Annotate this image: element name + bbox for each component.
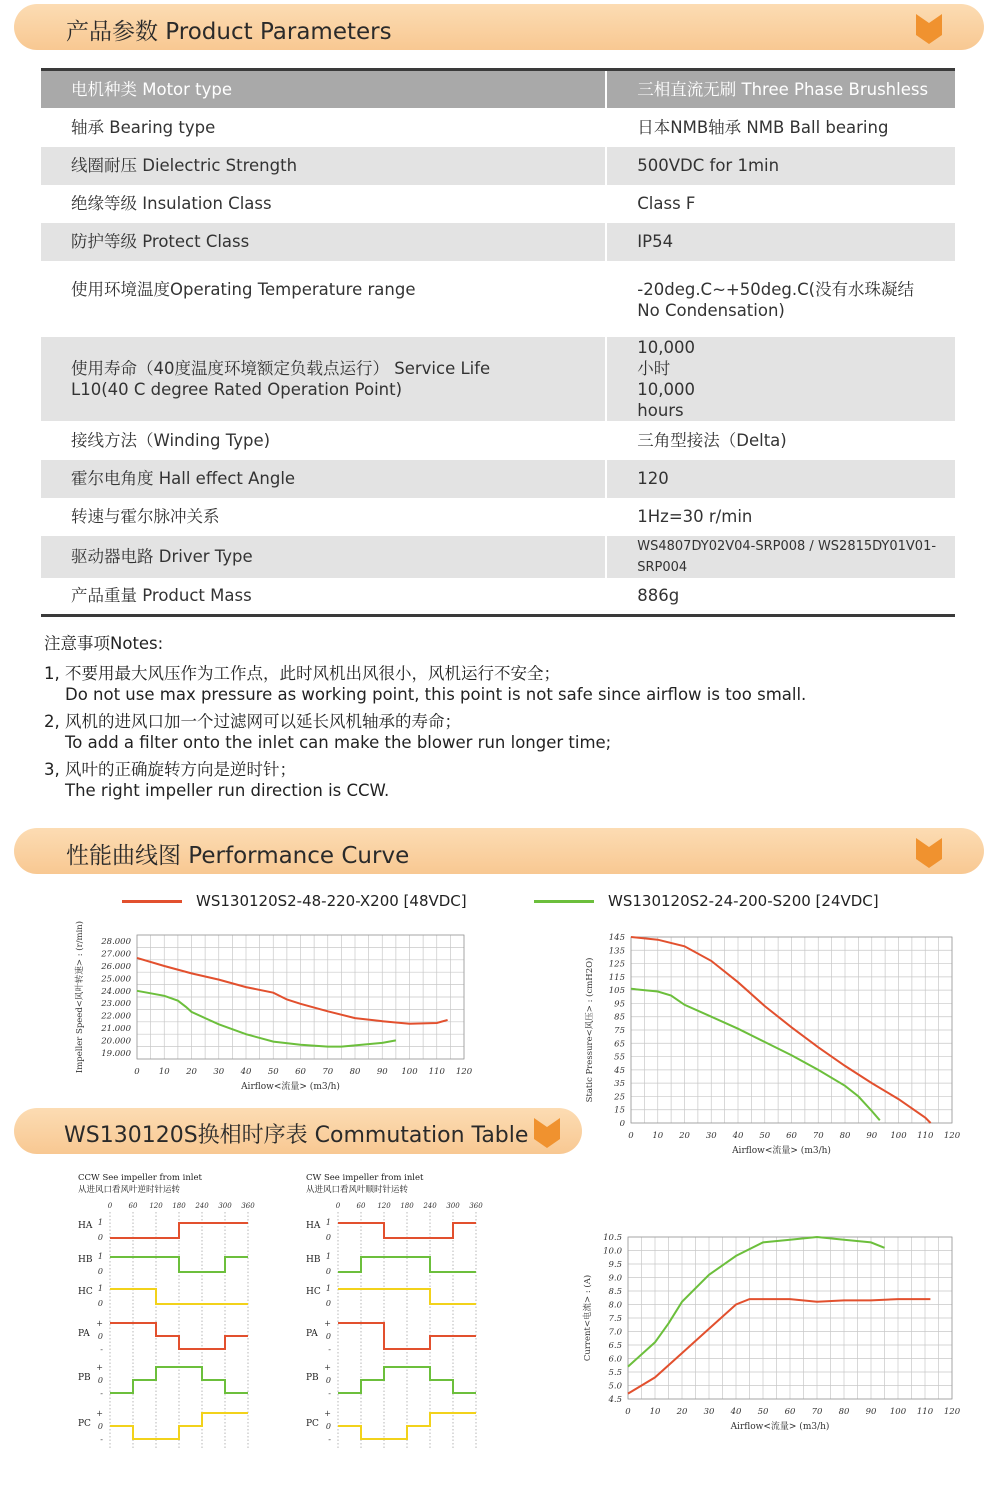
y-tick-label: 21.000 [101, 1024, 131, 1034]
row-label: 使用寿命（40度温度环境额定负载点运行） Service Life L10(40 C degree Rated Operation Point) [41, 337, 606, 421]
header-value: 三相直流无刷 Three Phase Brushless [606, 70, 955, 108]
x-tick-label: 110 [916, 1407, 934, 1417]
parameters-table [41, 68, 955, 617]
y-tick-label: 28.000 [101, 937, 131, 948]
angle-label: 300 [218, 1202, 232, 1210]
level-label: + [324, 1363, 331, 1372]
x-tick-label: 0 [625, 1407, 631, 1417]
x-tick-label: 80 [839, 1131, 851, 1141]
level-label: 0 [325, 1233, 331, 1242]
table-row [41, 108, 955, 147]
y-tick-label: 6.5 [608, 1341, 622, 1351]
level-label: + [96, 1319, 103, 1328]
x-tick-label: 60 [784, 1407, 796, 1417]
section-title: 性能曲线图 Performance Curve [66, 843, 410, 869]
level-label: 0 [97, 1299, 103, 1308]
notes-title: 注意事项Notes: [44, 634, 164, 653]
signal-label: HC [306, 1287, 321, 1297]
x-tick-label: 50 [759, 1131, 771, 1141]
level-label: 0 [97, 1267, 103, 1276]
legend-swatch [534, 900, 594, 903]
level-label: 0 [97, 1233, 103, 1242]
x-tick-label: 100 [889, 1407, 907, 1417]
row-label: 驱动器电路 Driver Type [41, 536, 606, 578]
note-cn: 风叶的正确旋转方向是逆时针； [65, 760, 296, 779]
signal-label: PA [78, 1329, 90, 1339]
row-value: 日本NMB轴承 NMB Ball bearing [637, 117, 889, 137]
signal-label: HA [78, 1221, 93, 1231]
commutation-diagram-ccw [70, 1168, 285, 1458]
row-label: 霍尔电角度 Hall effect Angle [41, 460, 606, 498]
x-tick-label: 90 [865, 1407, 877, 1417]
legend-label: WS130120S2-48-220-X200 [48VDC] [196, 892, 467, 910]
y-tick-label: 25 [614, 1092, 625, 1103]
angle-label: 60 [128, 1202, 138, 1210]
angle-label: 180 [400, 1202, 414, 1210]
row-label: 接线方法（Winding Type) [41, 421, 606, 460]
note-item [44, 756, 806, 800]
legend-swatch [122, 900, 182, 903]
y-tick-label: 6.0 [608, 1354, 622, 1365]
row-label: 绝缘等级 Insulation Class [41, 185, 606, 223]
x-tick-label: 20 [186, 1067, 197, 1077]
level-label: - [328, 1435, 331, 1444]
x-tick-label: 10 [158, 1067, 170, 1077]
level-label: + [324, 1409, 331, 1418]
y-tick-label: 145 [608, 933, 625, 943]
row-label: 线圈耐压 Dielectric Strength [41, 147, 606, 185]
table-row [41, 578, 955, 616]
signal-label: PC [78, 1419, 91, 1429]
x-tick-label: 90 [866, 1131, 878, 1141]
level-label: 0 [97, 1422, 103, 1431]
y-tick-label: 135 [608, 946, 625, 957]
row-value: 500VDC for 1min [606, 147, 955, 185]
table-row [41, 185, 955, 223]
level-label: 0 [325, 1332, 331, 1341]
row-value: WS4807DY02V04-SRP008 / WS2815DY01V01-SRP004 [606, 536, 955, 578]
y-tick-label: 0 [619, 1119, 625, 1129]
header-label: 电机种类 Motor type [41, 70, 606, 108]
y-tick-label: 85 [614, 1012, 625, 1023]
row-label: 使用环境温度Operating Temperature range [41, 261, 606, 337]
y-tick-label: 95 [614, 999, 625, 1010]
notes-section [44, 630, 806, 800]
table-row [41, 536, 955, 578]
y-tick-label: 22.000 [101, 1011, 131, 1022]
x-tick-label: 70 [812, 1131, 824, 1141]
x-tick-label: 30 [705, 1131, 717, 1141]
legend-item-24vdc [534, 892, 879, 910]
x-tick-label: 80 [838, 1407, 850, 1417]
level-label: 0 [325, 1376, 331, 1385]
level-label: - [328, 1345, 331, 1354]
y-tick-label: 23.000 [101, 999, 131, 1010]
signal-label: PB [78, 1373, 91, 1383]
x-tick-label: 30 [213, 1067, 225, 1077]
y-tick-label: 125 [608, 959, 625, 970]
y-tick-label: 24.000 [101, 986, 131, 997]
level-label: 0 [325, 1299, 331, 1308]
y-tick-label: 10.5 [603, 1233, 622, 1243]
row-value: 10,000小时 10,000 hours [606, 337, 955, 421]
waveform [338, 1413, 476, 1439]
x-tick-label: 20 [676, 1407, 688, 1417]
x-tick-label: 80 [349, 1067, 361, 1077]
signal-label: HC [78, 1287, 93, 1297]
chart-pressure-vs-airflow [578, 925, 978, 1170]
level-label: + [324, 1319, 331, 1328]
y-tick-label: 9.5 [608, 1260, 622, 1270]
table-row [41, 421, 955, 460]
angle-label: 60 [356, 1202, 366, 1210]
note-number: 1, [44, 664, 60, 683]
y-tick-label: 45 [614, 1065, 625, 1076]
y-axis-label: Impeller Speed<风叶转速> : (r/min) [75, 920, 85, 1074]
x-tick-label: 60 [295, 1067, 306, 1077]
y-tick-label: 35 [614, 1079, 625, 1090]
x-tick-label: 40 [730, 1407, 742, 1417]
note-en: The right impeller run direction is CCW. [65, 781, 390, 800]
note-cn: 不要用最大风压作为工作点，此时风机出风很小，风机运行不安全； [65, 664, 560, 683]
signal-label: HA [306, 1221, 321, 1231]
y-tick-label: 7.0 [608, 1327, 622, 1338]
y-tick-label: 26.000 [101, 962, 131, 972]
y-tick-label: 105 [608, 986, 625, 997]
note-item [44, 708, 806, 752]
waveform [110, 1223, 248, 1238]
chart-current-vs-airflow [578, 1225, 978, 1447]
level-label: - [100, 1345, 103, 1354]
y-tick-label: 19.000 [101, 1048, 131, 1059]
y-tick-label: 8.0 [608, 1300, 622, 1311]
row-value: Class F [637, 194, 696, 213]
angle-label: 120 [149, 1202, 163, 1210]
x-tick-label: 110 [428, 1067, 445, 1077]
angle-label: 360 [241, 1202, 255, 1210]
y-tick-label: 7.5 [608, 1314, 622, 1324]
level-label: 0 [97, 1376, 103, 1385]
angle-label: 360 [469, 1202, 483, 1210]
level-label: - [328, 1389, 331, 1398]
table-row [41, 261, 955, 337]
angle-label: 0 [335, 1202, 341, 1210]
diagram-caption-cn: 从进风口看风叶逆时针运转 [78, 1185, 181, 1195]
x-tick-label: 10 [652, 1131, 664, 1141]
note-en: To add a filter onto the inlet can make the blower run longer time; [65, 733, 612, 752]
table-row [41, 147, 955, 185]
chart-speed-vs-airflow [60, 915, 480, 1100]
commutation-diagram-cw [298, 1168, 513, 1458]
row-label: 产品重量 Product Mass [41, 578, 606, 616]
level-label: 1 [325, 1284, 331, 1293]
angle-label: 0 [107, 1202, 113, 1210]
y-tick-label: 20.000 [101, 1036, 131, 1047]
x-tick-label: 50 [757, 1407, 769, 1417]
x-axis-label: Airflow<流量> (m3/h) [732, 1146, 831, 1156]
y-tick-label: 15 [614, 1105, 625, 1116]
signal-label: PC [306, 1419, 319, 1429]
x-tick-label: 0 [628, 1131, 634, 1141]
table-row [41, 498, 955, 536]
level-label: - [100, 1389, 103, 1398]
y-tick-label: 55 [614, 1052, 625, 1063]
chevron-down-icon [534, 1118, 560, 1148]
x-tick-label: 120 [943, 1407, 961, 1417]
y-tick-label: 5.0 [608, 1381, 622, 1392]
level-label: 1 [325, 1252, 331, 1261]
level-label: - [100, 1435, 103, 1444]
y-tick-label: 4.5 [608, 1395, 622, 1405]
signal-label: PB [306, 1373, 319, 1383]
chevron-down-icon [916, 14, 942, 44]
level-label: 1 [97, 1218, 103, 1227]
section-title: 产品参数 Product Parameters [66, 19, 392, 45]
x-tick-label: 60 [786, 1131, 797, 1141]
y-axis-label: Static Pressure<风压> : (cmH2O) [585, 957, 595, 1103]
x-tick-label: 110 [917, 1131, 934, 1141]
x-tick-label: 100 [890, 1131, 907, 1141]
angle-label: 300 [446, 1202, 460, 1210]
x-axis-label: Airflow<流量> (m3/h) [730, 1422, 830, 1432]
y-tick-label: 27.000 [101, 949, 131, 960]
waveform [110, 1323, 248, 1349]
diagram-caption-en: CCW See impeller from inlet [78, 1173, 202, 1183]
x-tick-label: 120 [943, 1131, 961, 1141]
section-banner-performance-curve [14, 828, 984, 874]
level-label: 1 [97, 1284, 103, 1293]
legend-label: WS130120S2-24-200-S200 [24VDC] [608, 892, 879, 910]
angle-label: 240 [423, 1202, 437, 1210]
chevron-down-icon [916, 838, 942, 868]
y-tick-label: 75 [614, 1026, 625, 1036]
x-tick-label: 10 [649, 1407, 661, 1417]
y-tick-label: 65 [614, 1039, 625, 1050]
x-tick-label: 50 [267, 1067, 279, 1077]
table-header-row [41, 70, 955, 108]
diagram-caption-en: CW See impeller from inlet [306, 1173, 424, 1183]
table-row [41, 223, 955, 261]
level-label: + [96, 1409, 103, 1418]
section-banner-product-parameters [14, 4, 984, 50]
series-line-24vdc [628, 1237, 885, 1367]
level-label: + [96, 1363, 103, 1372]
x-tick-label: 40 [240, 1067, 252, 1077]
x-tick-label: 40 [732, 1131, 744, 1141]
row-value: -20deg.C~+50deg.C(没有水珠凝结No Condensation) [637, 279, 915, 320]
x-tick-label: 70 [811, 1407, 823, 1417]
table-row [41, 460, 955, 498]
note-number: 3, [44, 760, 60, 779]
table-row [41, 337, 955, 421]
x-tick-label: 100 [401, 1067, 418, 1077]
series-line-48vdc [628, 1299, 930, 1394]
legend-item-48vdc [122, 892, 467, 910]
y-tick-label: 10.0 [603, 1246, 622, 1257]
note-cn: 风机的进风口加一个过滤网可以延长风机轴承的寿命； [65, 712, 461, 731]
y-tick-label: 25.000 [101, 974, 131, 985]
angle-label: 180 [172, 1202, 186, 1210]
y-tick-label: 5.5 [608, 1368, 622, 1378]
y-axis-label: Current<电流> : (A) [583, 1274, 593, 1362]
row-label: 防护等级 Protect Class [41, 223, 606, 261]
level-label: 1 [97, 1252, 103, 1261]
row-value: IP54 [606, 223, 955, 261]
x-tick-label: 20 [679, 1131, 690, 1141]
section-title: WS130120S换相时序表 Commutation Table [64, 1123, 529, 1148]
level-label: 0 [97, 1332, 103, 1341]
note-number: 2, [44, 712, 60, 731]
row-value: 120 [606, 460, 955, 498]
signal-label: HB [78, 1255, 93, 1265]
waveform [110, 1413, 248, 1439]
note-item [44, 660, 806, 704]
level-label: 1 [325, 1218, 331, 1227]
level-label: 0 [325, 1422, 331, 1431]
diagram-caption-cn: 从进风口看风叶顺时针运转 [306, 1185, 409, 1195]
x-tick-label: 70 [322, 1067, 334, 1077]
signal-label: PA [306, 1329, 318, 1339]
series-line-24vdc [631, 989, 880, 1121]
x-tick-label: 30 [703, 1407, 715, 1417]
angle-label: 240 [195, 1202, 209, 1210]
y-tick-label: 115 [608, 972, 625, 983]
y-tick-label: 9.0 [608, 1273, 622, 1284]
x-tick-label: 90 [376, 1067, 388, 1077]
signal-label: HB [306, 1255, 321, 1265]
row-label: 轴承 Bearing type [41, 108, 606, 147]
waveform [110, 1257, 248, 1272]
angle-label: 120 [377, 1202, 391, 1210]
row-label: 转速与霍尔脉冲关系 [41, 498, 606, 536]
x-tick-label: 120 [455, 1067, 473, 1077]
row-value: 三角型接法（Delta) [637, 430, 787, 450]
section-banner-commutation-table [14, 1108, 582, 1154]
series-line-48vdc [137, 958, 448, 1024]
y-tick-label: 8.5 [608, 1287, 622, 1297]
row-value: 1Hz=30 r/min [637, 507, 753, 526]
row-value: 886g [637, 586, 680, 606]
x-axis-label: Airflow<流量> (m3/h) [241, 1082, 340, 1092]
x-tick-label: 0 [134, 1067, 140, 1077]
note-en: Do not use max pressure as working point, this point is not safe since airflow is too small. [65, 685, 807, 704]
level-label: 0 [325, 1267, 331, 1276]
